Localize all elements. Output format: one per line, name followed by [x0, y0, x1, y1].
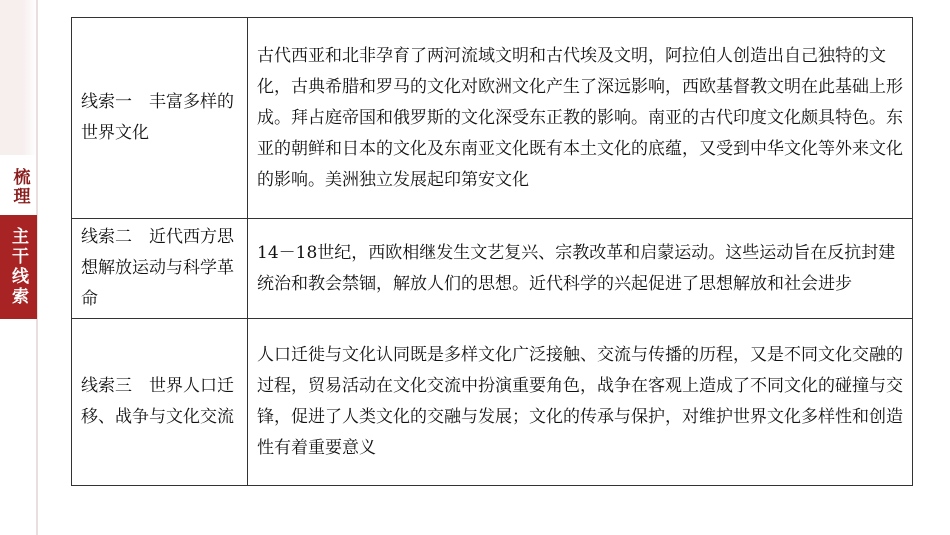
row-label-text: 线索一 丰富多样的世界文化 [81, 92, 234, 143]
sidebar [0, 0, 40, 535]
table-row [72, 319, 913, 486]
clue-table [71, 17, 913, 486]
row-label [72, 219, 248, 319]
row-label-text: 线索三 世界人口迁移、战争与文化交流 [81, 376, 234, 427]
row-content: 古代西亚和北非孕育了两河流域文明和古代埃及文明，阿拉伯人创造出自己独特的文化，古典希腊和罗马的文化对欧洲文化产生了深远影响，西欧基督教文明在此基础上形成。拜占庭帝国和俄罗斯的文化深受东正教的影响。南亚的古代印度文化颇具特色。东亚的朝鲜和日本的文化及东南亚文化既有本土文化的底蕴，又受到中华文化等外来文化的影响。美洲独立发展起印第安文化 [248, 18, 913, 219]
row-content: 14－18世纪，西欧相继发生文艺复兴、宗教改革和启蒙运动。这些运动旨在反抗封建统治和教会禁锢，解放人们的思想。近代科学的兴起促进了思想解放和社会进步 [248, 219, 913, 319]
table-row [72, 219, 913, 319]
row-label-text: 线索二 近代西方思想解放运动与科学革命 [81, 227, 234, 309]
row-content: 人口迁徙与文化认同既是多样文化广泛接触、交流与传播的历程，又是不同文化交融的过程，贸易活动在文化交流中扮演重要角色，战争在客观上造成了不同文化的碰撞与交锋，促进了人类文化的交融与发展；文化的传承与保护，对维护世界文化多样性和创造性有着重要意义 [248, 319, 913, 486]
row-label [72, 319, 248, 486]
row-label [72, 18, 248, 219]
tab-zhugan-xiansuo[interactable]: 主干线索 [0, 215, 37, 319]
sidebar-decoration [0, 0, 37, 155]
tab-shuli[interactable]: 梳理 [9, 168, 30, 206]
table-row [72, 18, 913, 219]
